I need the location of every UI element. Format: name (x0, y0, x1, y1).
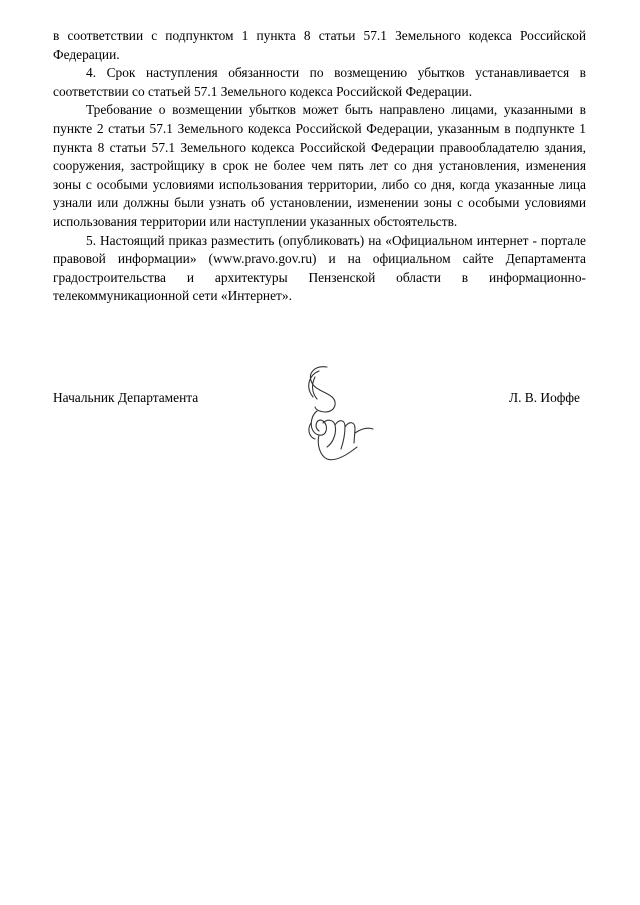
document-body (53, 27, 586, 306)
paragraph-item-4: 4. Срок наступления обязанности по возмещению убытков устанавливается в соответствии со статьей 57.1 Земельного кодекса Российской Федерации. (53, 65, 586, 99)
paragraph-damages-claim: Требование о возмещении убытков может быть направлено лицами, указанными в пункте 2 статьи 57.1 Земельного кодекса Российской Федерации, указанным в подпункте 1 пункта 8 статьи 57.1 Земельного кодекса Российской Федерации правообладателю здания, сооружения, застройщику в срок не более чем пять лет со дня установления, изменения зоны с особыми условиями использования территории, либо со дня, когда указанные лица узнали или должны были узнать об установлении, изменении зоны с особыми условиями использования территории или наступлении указанных обстоятельств. (53, 102, 586, 229)
paragraph-item-5: 5. Настоящий приказ разместить (опубликовать) на «Официальном интернет - портале правовой информации» (www.pravo.gov.ru) и на официальном сайте Департамента градостроительства и архитектуры Пензенской области в информационно-телекоммуникационной сети «Интернет». (53, 232, 586, 304)
paragraph-continuation: в соответствии с подпунктом 1 пункта 8 статьи 57.1 Земельного кодекса Российской Федерации. (53, 28, 586, 62)
position-title: Начальник Департамента (53, 390, 199, 405)
handwritten-signature (257, 363, 377, 473)
signature-block (53, 385, 586, 485)
signer-name: Л. В. Иоффе (509, 390, 580, 405)
